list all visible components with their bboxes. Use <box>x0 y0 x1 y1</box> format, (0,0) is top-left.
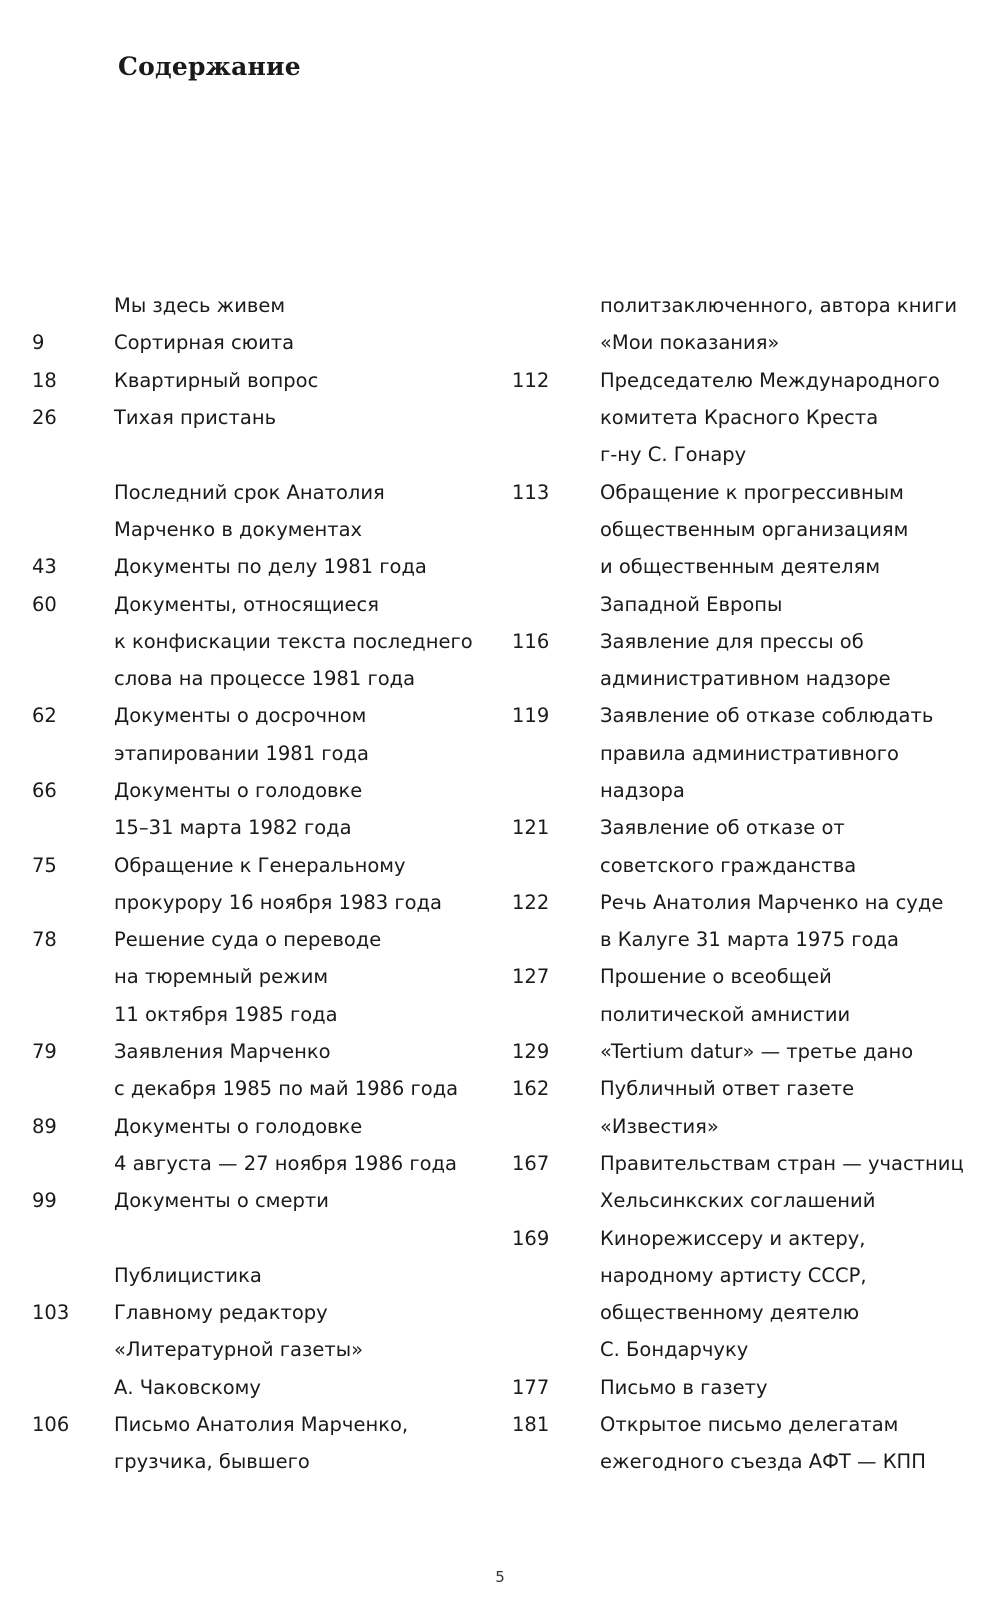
toc-line <box>32 511 492 548</box>
toc-page-number: 60 <box>32 592 57 616</box>
toc-line <box>512 1033 982 1070</box>
toc-line <box>512 1369 982 1406</box>
toc-line <box>32 958 492 995</box>
toc-entry-text: «Мои показания» <box>600 331 780 355</box>
toc-entry-text: Документы о голодовке <box>114 779 363 802</box>
toc-entry-text: правила административного <box>600 741 899 765</box>
toc-page-number: 112 <box>512 368 550 392</box>
toc-page-number: 169 <box>512 1226 550 1250</box>
toc-line <box>512 1257 982 1294</box>
toc-entry-text: народному артисту СССР, <box>600 1263 867 1287</box>
toc-entry-text: Документы о голодовке <box>114 1114 363 1138</box>
toc-line <box>512 1219 982 1256</box>
toc-entry-text: грузчика, бывшего <box>114 1450 310 1474</box>
toc-line <box>32 1369 492 1406</box>
toc-entry-text: политзаключенного, автора книги <box>600 294 958 318</box>
toc-entry-text: г-ну С. Гонару <box>600 443 747 467</box>
toc-line <box>512 473 982 510</box>
toc-entry-text: Заявление об отказе от <box>600 816 845 840</box>
toc-line <box>32 772 492 809</box>
toc-entry-text: политической амнистии <box>600 1002 851 1026</box>
toc-entry-text: административном надзоре <box>600 667 891 691</box>
toc-entry-text: Прошение о всеобщей <box>600 965 832 989</box>
toc-entry-text: Обращение к Генеральному <box>114 853 406 877</box>
toc-entry-text: надзора <box>600 779 685 802</box>
toc-entry-text: слова на процессе 1981 года <box>114 667 416 691</box>
toc-line <box>512 1070 982 1107</box>
toc-page-number: 89 <box>32 1114 57 1138</box>
toc-line <box>512 1406 982 1443</box>
toc-entry-text: Марченко в документах <box>114 517 363 541</box>
toc-page-number: 75 <box>32 853 57 877</box>
toc-line <box>32 1070 492 1107</box>
toc-entry-text: Письмо в газету <box>600 1375 768 1399</box>
toc-page-number: 129 <box>512 1040 550 1064</box>
toc-entry-text: комитета Красного Креста <box>600 406 879 430</box>
toc-line <box>512 362 982 399</box>
toc-line <box>32 1443 492 1480</box>
toc-entry-text: Квартирный вопрос <box>114 368 319 392</box>
toc-entry-text: к конфискации текста последнего <box>114 629 473 653</box>
toc-entry-text: Документы, относящиеся <box>114 592 380 616</box>
page-title: Содержание <box>118 52 301 81</box>
toc-line <box>512 846 982 883</box>
toc-entry-text: и общественным деятелям <box>600 555 881 579</box>
toc-entry-text: Заявление для прессы об <box>600 629 864 653</box>
toc-line <box>32 1182 492 1219</box>
toc-entry-text: Кинорежиссеру и актеру, <box>600 1226 866 1250</box>
toc-entry-text: на тюремный режим <box>114 965 329 989</box>
toc-page-number: 177 <box>512 1375 550 1399</box>
toc-entry-text: А. Чаковскому <box>114 1375 261 1399</box>
toc-page-number: 66 <box>32 779 57 802</box>
toc-line <box>512 921 982 958</box>
toc-line <box>32 1406 492 1443</box>
toc-entry-text: Обращение к прогрессивным <box>600 480 904 504</box>
toc-entry-text: Сортирная сюита <box>114 331 295 355</box>
toc-line <box>512 809 982 846</box>
toc-line <box>512 287 982 324</box>
toc-page-number: 43 <box>32 555 57 579</box>
toc-line <box>32 846 492 883</box>
toc-entry-text: «Известия» <box>600 1114 719 1138</box>
toc-entry-text: Заявления Марченко <box>114 1040 331 1064</box>
toc-entry-text: 11 октября 1985 года <box>114 1002 338 1026</box>
toc-line <box>512 585 982 622</box>
toc-line <box>512 1294 982 1331</box>
toc-entry-text: Открытое письмо делегатам <box>600 1413 899 1437</box>
toc-entry-text: «Tertium datur» — третье дано <box>600 1040 914 1064</box>
toc-line <box>512 884 982 921</box>
toc-page-number: 79 <box>32 1040 57 1064</box>
toc-line <box>512 399 982 436</box>
toc-line <box>512 1108 982 1145</box>
toc-page-number: 26 <box>32 406 57 430</box>
toc-page-number: 121 <box>512 816 550 840</box>
toc-page-number: 106 <box>32 1413 70 1437</box>
toc-line <box>32 697 492 734</box>
toc-line <box>32 362 492 399</box>
toc-entry-text: ежегодного съезда АФТ — КПП <box>600 1450 926 1474</box>
toc-line <box>32 1108 492 1145</box>
toc-page-number: 181 <box>512 1413 550 1437</box>
toc-line <box>512 697 982 734</box>
toc-line <box>32 585 492 622</box>
toc-line <box>32 735 492 772</box>
toc-page-number: 78 <box>32 928 57 952</box>
toc-line <box>512 324 982 361</box>
toc-entry-text: 15–31 марта 1982 года <box>114 816 352 840</box>
toc-left-column <box>32 287 492 1481</box>
toc-line <box>512 623 982 660</box>
toc-page-number: 116 <box>512 629 550 653</box>
toc-line <box>512 772 982 809</box>
toc-page-number: 162 <box>512 1077 550 1101</box>
toc-line <box>512 1145 982 1182</box>
toc-entry-text: Документы по делу 1981 года <box>114 555 427 579</box>
toc-line <box>32 1331 492 1368</box>
toc-line <box>512 436 982 473</box>
toc-line <box>32 399 492 436</box>
toc-line <box>512 548 982 585</box>
toc-line <box>32 809 492 846</box>
toc-entry-text: Письмо Анатолия Марченко, <box>114 1413 409 1437</box>
toc-page-number: 18 <box>32 368 57 392</box>
toc-line <box>512 660 982 697</box>
toc-line <box>512 735 982 772</box>
toc-entry-text: Тихая пристань <box>114 406 277 430</box>
toc-line <box>32 1033 492 1070</box>
toc-line <box>512 1182 982 1219</box>
toc-entry-text: «Литературной газеты» <box>114 1338 364 1362</box>
toc-entry-text: Главному редактору <box>114 1301 328 1325</box>
toc-line <box>512 511 982 548</box>
toc-line <box>512 958 982 995</box>
toc-entry-text: Правительствам стран — участниц <box>600 1151 964 1175</box>
toc-entry-text: Мы здесь живем <box>114 294 286 318</box>
toc-entry-text: в Калуге 31 марта 1975 года <box>600 928 899 952</box>
toc-line <box>32 1219 492 1256</box>
toc-line <box>512 1331 982 1368</box>
toc-entry-text: Документы о досрочном <box>114 704 367 728</box>
toc-entry-text: общественному деятелю <box>600 1301 860 1325</box>
toc-entry-text: Западной Европы <box>600 592 783 616</box>
toc-entry-text: Речь Анатолия Марченко на суде <box>600 890 944 914</box>
toc-entry-text: Публичный ответ газете <box>600 1077 855 1101</box>
toc-page-number: 113 <box>512 480 550 504</box>
toc-page-number: 127 <box>512 965 550 989</box>
toc-entry-text: Последний срок Анатолия <box>114 480 385 504</box>
toc-line <box>512 996 982 1033</box>
toc-entry-text: Документы о смерти <box>114 1189 329 1213</box>
toc-entry-text: Решение суда о переводе <box>114 928 382 952</box>
toc-line <box>32 1257 492 1294</box>
toc-line <box>32 1145 492 1182</box>
toc-line <box>32 324 492 361</box>
toc-page-number: 122 <box>512 890 550 914</box>
toc-entry-text: этапировании 1981 года <box>114 741 369 765</box>
toc-page-number: 167 <box>512 1151 550 1175</box>
toc-line <box>32 921 492 958</box>
toc-line <box>32 623 492 660</box>
toc-line <box>512 1443 982 1480</box>
toc-entry-text: с декабря 1985 по май 1986 года <box>114 1077 459 1101</box>
toc-entry-text: Хельсинкских соглашений <box>600 1189 876 1213</box>
toc-entry-text: советского гражданства <box>600 853 857 877</box>
toc-page-number: 99 <box>32 1189 57 1213</box>
toc-line <box>32 1294 492 1331</box>
toc-page-number: 9 <box>32 331 45 355</box>
toc-line <box>32 884 492 921</box>
toc-entry-text: Заявление об отказе соблюдать <box>600 704 934 728</box>
toc-line <box>32 660 492 697</box>
toc-page-number: 103 <box>32 1301 70 1325</box>
toc-line <box>32 548 492 585</box>
toc-entry-text: С. Бондарчуку <box>600 1338 749 1362</box>
toc-entry-text: Председателю Международного <box>600 368 940 392</box>
page-number: 5 <box>495 1568 505 1586</box>
toc-line <box>32 436 492 473</box>
toc-line <box>32 996 492 1033</box>
toc-line <box>32 473 492 510</box>
toc-right-column <box>512 287 982 1481</box>
toc-page-number: 119 <box>512 704 550 728</box>
toc-entry-text: общественным организациям <box>600 517 909 541</box>
toc-entry-text: Публицистика <box>114 1263 262 1287</box>
toc-line <box>32 287 492 324</box>
toc-page-number: 62 <box>32 704 57 728</box>
toc-entry-text: 4 августа — 27 ноября 1986 года <box>114 1151 457 1175</box>
toc-entry-text: прокурору 16 ноября 1983 года <box>114 890 442 914</box>
